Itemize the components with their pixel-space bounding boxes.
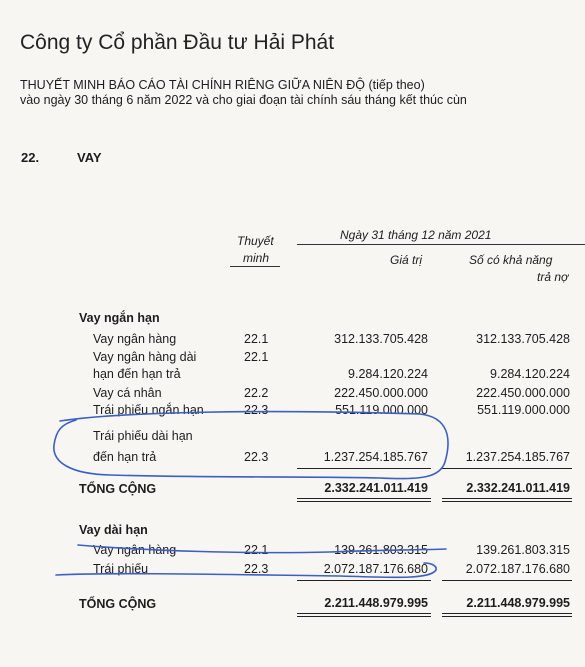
pen-underline-bank-loan: [78, 545, 446, 553]
table-row-note: 22.3: [244, 562, 269, 576]
long-term-total-value: 2.211.448.979.995: [324, 596, 428, 610]
table-row-note: 22.1: [244, 350, 269, 364]
short-term-total-repay: 2.332.241.011.419: [466, 481, 570, 495]
col-value-header: Giá trị: [390, 253, 423, 267]
table-row-label: Vay ngân hàng dài: [93, 350, 197, 364]
table-row-label: hạn đến hạn trả: [93, 367, 181, 381]
section-title: VAY: [77, 150, 102, 165]
table-row-value: 1.237.254.185.767: [323, 450, 428, 464]
table-row-repay: 139.261.803.315: [476, 543, 570, 557]
section-number: 22.: [21, 150, 40, 165]
table-row-label: Trái phiếu ngắn hạn: [93, 403, 204, 417]
table-row-note: 22.1: [244, 332, 269, 346]
short-term-total-label: TỔNG CỘNG: [79, 482, 157, 496]
short-term-total-value: 2.332.241.011.419: [324, 481, 428, 495]
table-row-repay: 551.119.000.000: [477, 403, 570, 417]
report-subtitle-line1: THUYẾT MINH BÁO CÁO TÀI CHÍNH RIÊNG GIỮA NIÊN ĐỘ (tiếp theo): [20, 78, 425, 92]
col-note-header-line2: minh: [243, 251, 270, 265]
long-term-heading: Vay dài hạn: [79, 523, 148, 537]
table-row-label: Vay ngân hàng: [93, 332, 177, 346]
short-term-heading: Vay ngắn hạn: [79, 311, 160, 325]
table-row-note: 22.3: [244, 450, 269, 464]
pen-loop-long-term-bonds: [56, 563, 436, 577]
col-note-header-line1: Thuyết: [237, 234, 274, 248]
company-name: Công ty Cổ phần Đầu tư Hải Phát: [20, 31, 335, 54]
table-row-repay: 9.284.120.224: [490, 367, 570, 381]
pen-loop-short-term-bonds: [54, 412, 448, 479]
table-row-note: 22.2: [244, 386, 269, 400]
table-row-value: 312.133.705.428: [334, 332, 428, 346]
col-repay-header-line2: trả nợ: [537, 270, 569, 284]
table-row-repay: 312.133.705.428: [476, 332, 570, 346]
table-row-repay: 1.237.254.185.767: [465, 450, 570, 464]
report-subtitle-line2: vào ngày 30 tháng 6 năm 2022 và cho giai đoạn tài chính sáu tháng kết thúc cùn: [20, 93, 467, 107]
long-term-total-label: TỔNG CỘNG: [79, 597, 157, 611]
table-row-value: 2.072.187.176.680: [323, 562, 428, 576]
long-term-total-repay: 2.211.448.979.995: [466, 596, 570, 610]
table-row-repay: 2.072.187.176.680: [465, 562, 570, 576]
table-row-label: đến hạn trả: [93, 450, 157, 464]
table-row-note: 22.3: [244, 403, 269, 417]
col-date-header: Ngày 31 tháng 12 năm 2021: [340, 228, 492, 242]
table-row-value: 222.450.000.000: [334, 386, 428, 400]
table-row-value: 9.284.120.224: [348, 367, 428, 381]
col-repay-header-line1: Số có khả năng: [469, 253, 553, 267]
table-row-label: Trái phiếu: [93, 562, 149, 576]
table-row-label: Vay ngân hàng: [93, 543, 177, 557]
table-row-value: 139.261.803.315: [334, 543, 428, 557]
table-row-label: Vay cá nhân: [93, 386, 162, 400]
table-row-label: Trái phiếu dài hạn: [93, 429, 193, 443]
table-row-value: 551.119.000.000: [335, 403, 428, 417]
table-row-repay: 222.450.000.000: [476, 386, 570, 400]
table-row-note: 22.1: [244, 543, 269, 557]
